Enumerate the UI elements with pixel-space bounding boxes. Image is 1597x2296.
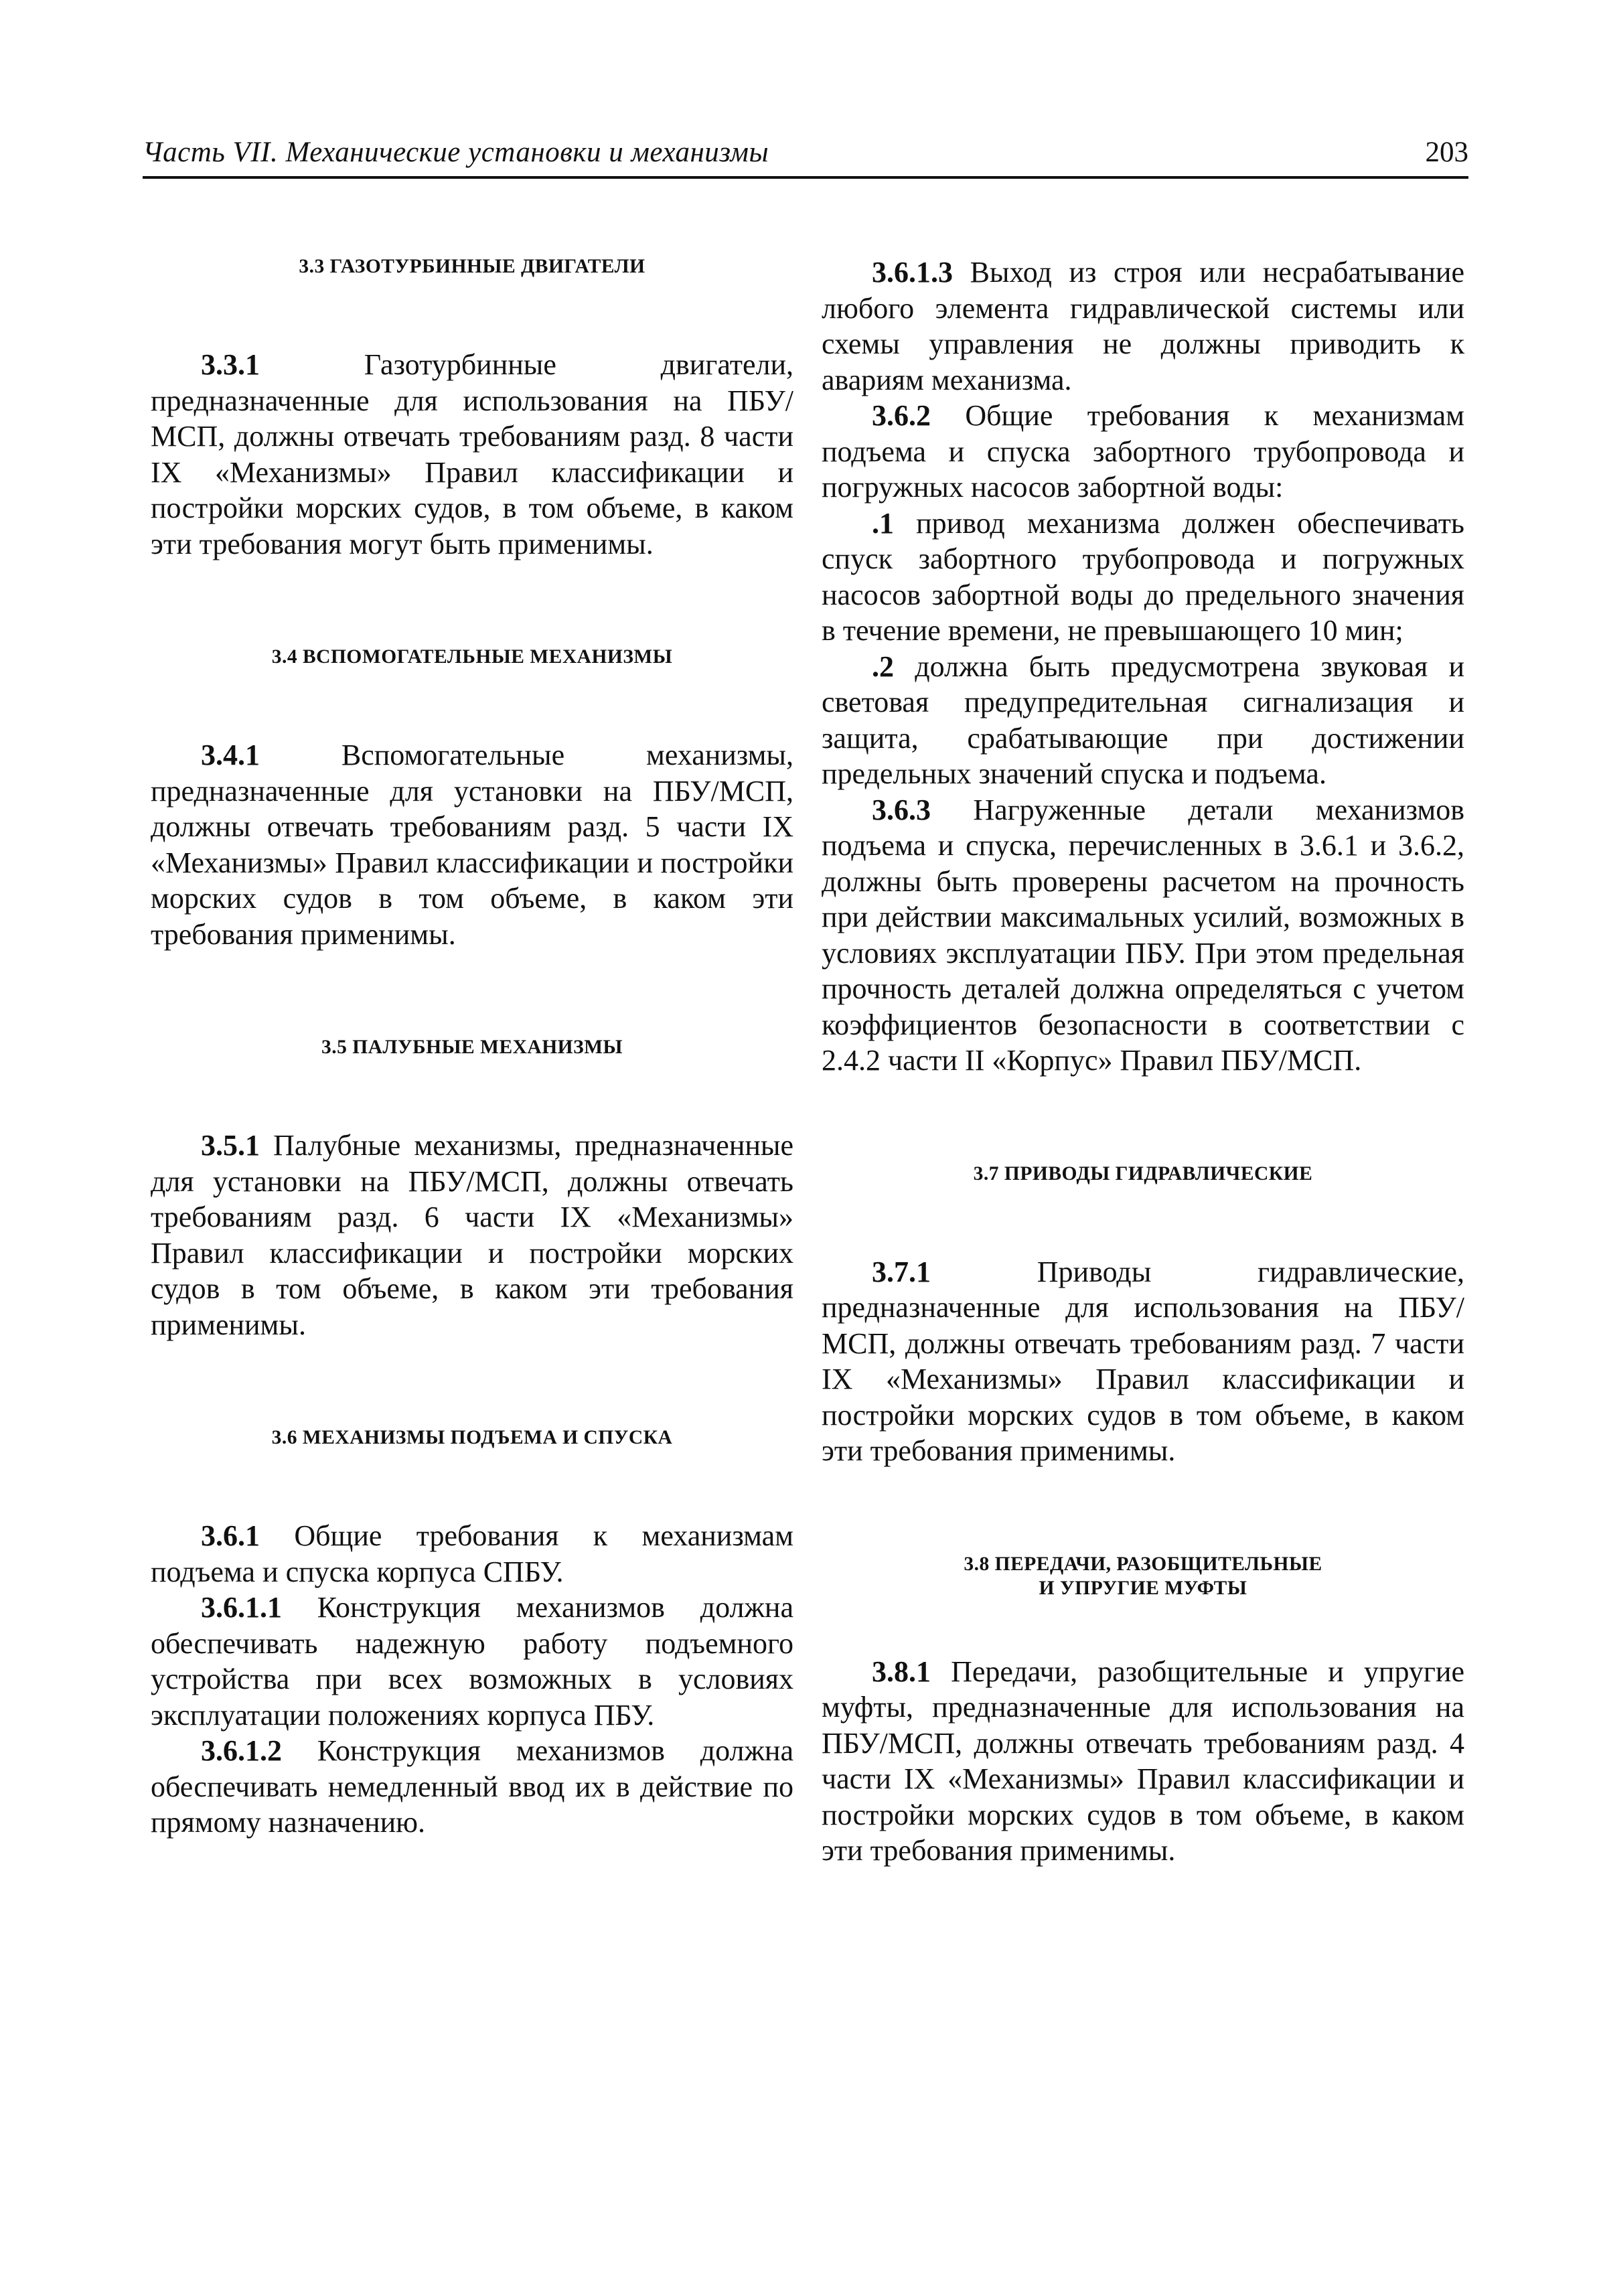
left-column: [151, 254, 793, 1841]
paragraph-3-3-1: [151, 347, 793, 562]
paragraph-3-6-3: [822, 792, 1464, 1079]
running-header: [143, 131, 1468, 179]
paragraph-text: Конструкция механизмов должна обеспечивать надежную работу подъемного устройства при всех возможных в условиях эксплуатации положениях корпуса ПБУ.: [151, 1591, 793, 1732]
section-heading-3-8: [822, 1552, 1464, 1600]
clause-number: 3.6.2: [872, 399, 931, 432]
clause-number: 3.6.1.3: [872, 256, 953, 289]
paragraph-3-6-1-1: [151, 1590, 793, 1733]
paragraph-3-7-1: [822, 1254, 1464, 1469]
paragraph-text: Вспомогательные механизмы, предназначенные для установки на ПБУ/МСП, должны отвечать требованиям разд. 5 части IX «Механизмы» Правил классификации и постройки морских судов в том объеме, в каком эти требования применимы.: [151, 739, 793, 951]
paragraph-3-8-1: [822, 1654, 1464, 1869]
running-title: Часть VII. Механические установки и механизмы: [143, 137, 769, 168]
paragraph-text: Нагруженные детали механизмов подъема и спуска, перечисленных в 3.6.1 и 3.6.2, должны быть проверены расчетом на прочность при действии максимальных усилий, возможных в условиях эксплуатации ПБУ. При этом предельная прочность деталей должна определяться с учетом коэффициентов безопасности в соответствии с 2.4.2 части II «Корпус» Правил ПБУ/МСП.: [822, 793, 1464, 1077]
paragraph-text: Общие требования к механизмам подъема и спуска корпуса СПБУ.: [151, 1519, 793, 1588]
section-heading-3-4: 3.4 ВСПОМОГАТЕЛЬНЫЕ МЕХАНИЗМЫ: [271, 646, 673, 668]
paragraph-3-5-1: [151, 1128, 793, 1343]
paragraph-3-6-1: [151, 1518, 793, 1590]
list-item-number: .2: [872, 649, 894, 683]
paragraph-text: привод механизма должен обеспечивать спуск забортного трубопровода и погружных насосов забортной воды до предельного значения в течение времени, не превышающего 10 мин;: [822, 506, 1464, 647]
clause-number: 3.6.1: [201, 1519, 260, 1552]
clause-number: 3.6.1.2: [201, 1734, 282, 1767]
clause-number: 3.6.3: [872, 793, 931, 826]
section-heading-3-6: 3.6 МЕХАНИЗМЫ ПОДЪЕМА И СПУСКА: [271, 1427, 673, 1448]
paragraph-text: Передачи, разобщительные и упругие муфты, предназначенные для использования на ПБУ/МСП, должны отвечать требованиям разд. 4 части IX «Механизмы» Правил классификации и постройки морских судов в том объеме, в каком эти требования применимы.: [822, 1655, 1464, 1867]
paragraph-3-6-2: [822, 398, 1464, 506]
paragraph-text: Газотурбинные двигатели, предназначенные для использования на ПБУ/МСП, должны отвечать требованиям разд. 8 части IX «Механизмы» Правил классификации и постройки морских судов, в том объеме, в каком эти требования могут быть применимы.: [151, 348, 793, 560]
paragraph-3-6-1-3: [822, 254, 1464, 398]
clause-number: 3.6.1.1: [201, 1591, 282, 1624]
section-heading-3-7: 3.7 ПРИВОДЫ ГИДРАВЛИЧЕСКИЕ: [973, 1162, 1313, 1184]
right-column: [822, 254, 1464, 1869]
paragraph-text: должна быть предусмотрена звуковая и световая предупредительная сигнализация и защита, срабатывающие при достижении предельных значений спуска и подъема.: [822, 649, 1464, 790]
paragraph-text: Конструкция механизмов должна обеспечивать немедленный ввод их в действие по прямому назначению.: [151, 1734, 793, 1839]
paragraph-3-4-1: [151, 737, 793, 952]
paragraph-text: Приводы гидравлические, предназначенные для использования на ПБУ/МСП, должны отвечать требованиям разд. 7 части IX «Механизмы» Правил классификации и постройки морских судов в том объеме, в каком эти требования применимы.: [822, 1255, 1464, 1467]
clause-number: 3.4.1: [201, 739, 260, 771]
heading-line: И УПРУГИЕ МУФТЫ: [1039, 1577, 1247, 1599]
section-heading-3-5: 3.5 ПАЛУБНЫЕ МЕХАНИЗМЫ: [321, 1037, 623, 1058]
clause-number: 3.8.1: [872, 1655, 931, 1688]
clause-number: 3.3.1: [201, 348, 260, 381]
paragraph-text: Выход из строя или несрабатывание любого элемента гидравлической системы или схемы управления не должны приводить к авариям механизма.: [822, 256, 1464, 396]
paragraph-text: Палубные механизмы, предназначенные для установки на ПБУ/МСП, должны отвечать требованиям разд. 6 части IX «Механизмы» Правил классификации и постройки морских судов в том объеме, в каком эти требования применимы.: [151, 1129, 793, 1341]
paragraph-text: Общие требования к механизмам подъема и спуска забортного трубопровода и погружных насосов забортной воды:: [822, 399, 1464, 504]
list-item-1: [822, 506, 1464, 649]
clause-number: 3.5.1: [201, 1129, 260, 1162]
section-heading-3-3: 3.3 ГАЗОТУРБИННЫЕ ДВИГАТЕЛИ: [299, 256, 645, 277]
clause-number: 3.7.1: [872, 1255, 931, 1288]
heading-line: 3.8 ПЕРЕДАЧИ, РАЗОБЩИТЕЛЬНЫЕ: [964, 1553, 1322, 1575]
list-item-number: .1: [872, 506, 894, 540]
list-item-2: [822, 649, 1464, 792]
paragraph-3-6-1-2: [151, 1733, 793, 1841]
page-number: 203: [1425, 137, 1468, 168]
